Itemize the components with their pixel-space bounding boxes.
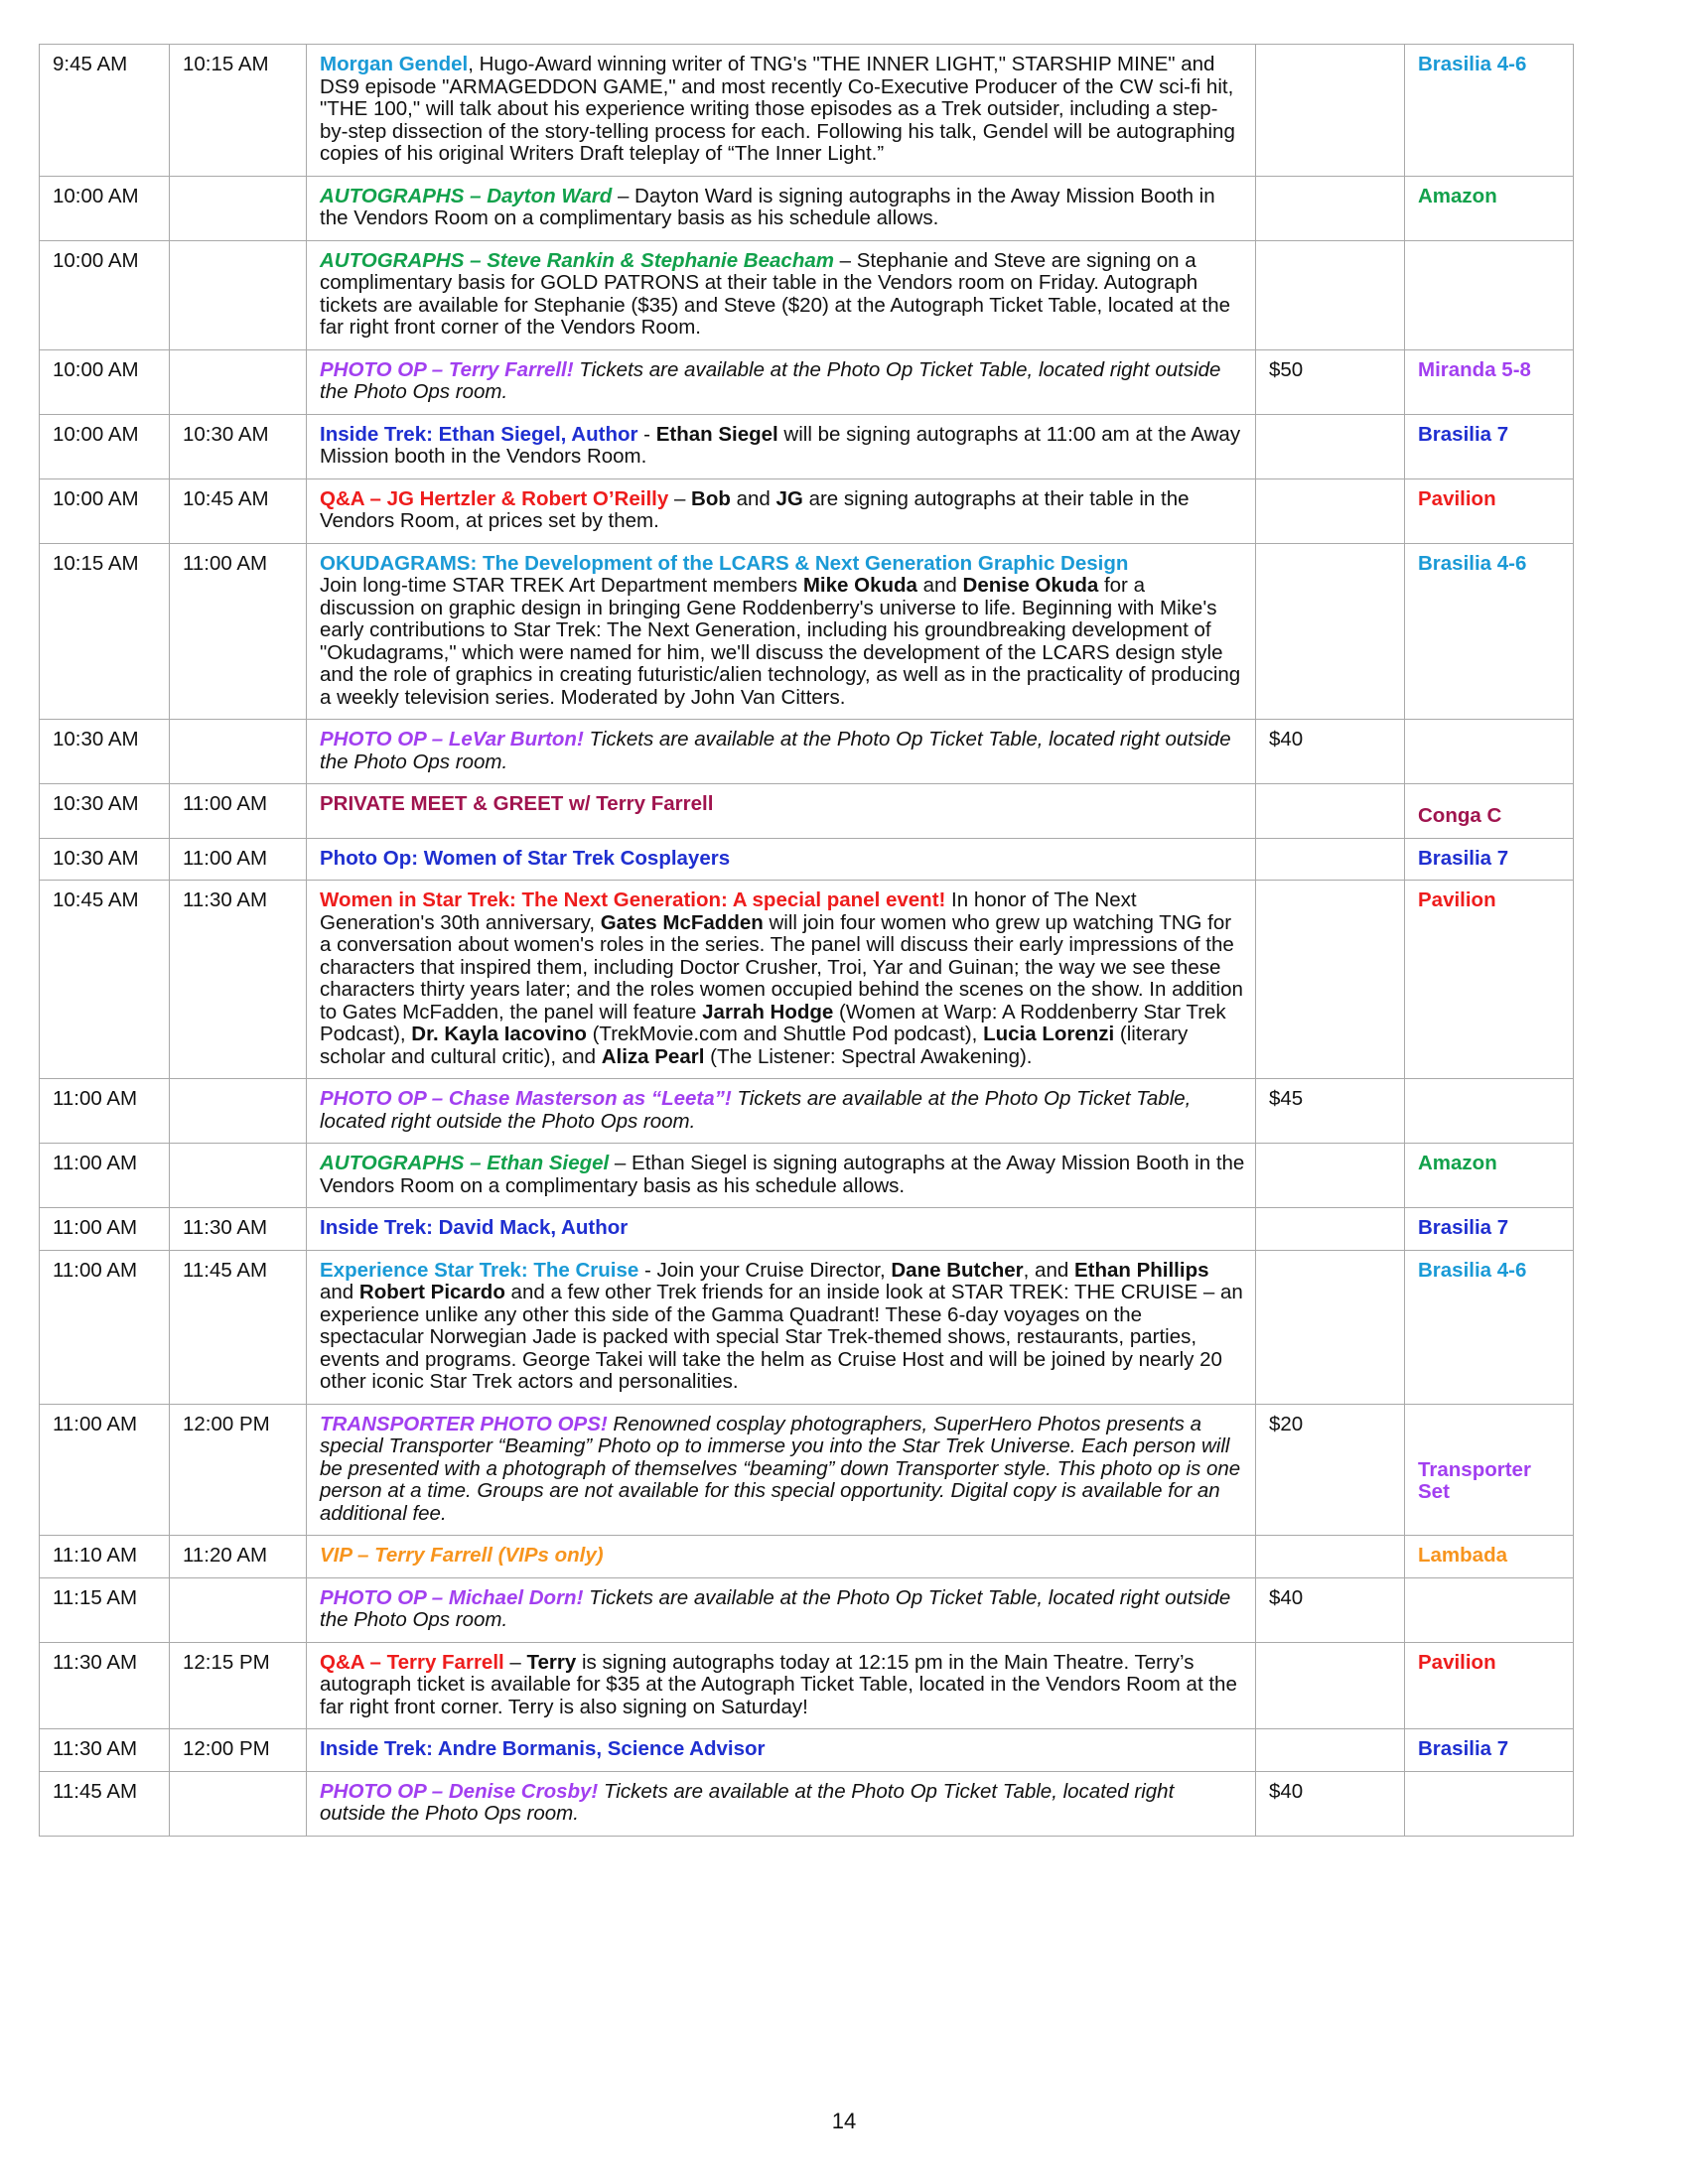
end-time: 11:00 AM — [170, 543, 307, 720]
room-name: Conga C — [1418, 804, 1502, 827]
room-name: Brasilia 7 — [1418, 422, 1509, 446]
end-time: 12:00 PM — [170, 1729, 307, 1772]
event-description — [307, 478, 1256, 543]
event-description — [307, 240, 1256, 349]
event-text: for a discussion on graphic design in bringing Gene Roddenberry's universe to life. Beginning with Mike's early contributions to Star Trek: The Next Generation, including his groundbreaking development of "Okudagrams," which were named for him, we'll discuss the development of the LCARS design style and the role of graphics in creating futuristic/alien technology, as well as in the practicality of producing a weekly television series. Moderated by John Van Citters. — [320, 574, 1241, 709]
start-time: 10:15 AM — [40, 543, 170, 720]
schedule-row — [40, 1079, 1574, 1144]
schedule-row — [40, 478, 1574, 543]
price: $20 — [1256, 1404, 1405, 1536]
start-time: 10:00 AM — [40, 478, 170, 543]
event-description — [307, 881, 1256, 1079]
event-description — [307, 1729, 1256, 1772]
event-text-bold: Dane Butcher — [891, 1258, 1024, 1282]
price — [1256, 1250, 1405, 1404]
room-cell — [1405, 1250, 1574, 1404]
price — [1256, 784, 1405, 839]
price — [1256, 1729, 1405, 1772]
event-text-bold: Jarrah Hodge — [702, 1000, 834, 1024]
schedule-row — [40, 838, 1574, 881]
event-title: VIP – Terry Farrell (VIPs only) — [320, 1544, 604, 1567]
event-text: , and — [1023, 1258, 1074, 1282]
event-text-bold: Denise Okuda — [962, 574, 1099, 597]
start-time: 10:45 AM — [40, 881, 170, 1079]
room-cell — [1405, 176, 1574, 240]
event-text: Tickets are available at the Photo Op Ticket Table, located right outside the Photo Ops room. — [320, 1087, 1192, 1133]
price — [1256, 1144, 1405, 1208]
event-title: TRANSPORTER PHOTO OPS! — [320, 1412, 608, 1435]
room-cell — [1405, 784, 1574, 839]
start-time: 11:45 AM — [40, 1771, 170, 1836]
end-time — [170, 176, 307, 240]
event-text: Tickets are available at the Photo Op Ticket Table, located right outside the Photo Ops room. — [320, 1779, 1175, 1825]
start-time: 11:15 AM — [40, 1577, 170, 1642]
event-text: will be signing autographs at 11:00 am at the Away Mission booth in the Vendors Room. — [320, 422, 1241, 468]
room-name: Brasilia 4-6 — [1418, 551, 1527, 575]
price: $40 — [1256, 1771, 1405, 1836]
event-text: – Dayton Ward is signing autographs in the Away Mission Booth in the Vendors Room on a complimentary basis as his schedule allows. — [320, 184, 1215, 229]
event-text-bold: Terry — [526, 1650, 577, 1674]
event-text: (The Listener: Spectral Awakening). — [704, 1044, 1033, 1068]
event-text: will join four women who grew up watching TNG for a conversation about women's roles in the series. The panel will discuss their early impressions of the characters that inspired them, including Doctor Crusher, Troi, Yar and Guinan; the way we see these characters thirty years later; and the roles women occupied behind the scenes on the show. In addition to Gates McFadden, the panel will feature — [320, 910, 1243, 1024]
room-name: Brasilia 7 — [1418, 846, 1509, 870]
schedule-row — [40, 1144, 1574, 1208]
price — [1256, 1208, 1405, 1251]
event-title: PHOTO OP – Chase Masterson as “Leeta”! — [320, 1087, 732, 1110]
start-time: 11:00 AM — [40, 1250, 170, 1404]
start-time: 10:00 AM — [40, 414, 170, 478]
room-name: Transporter Set — [1418, 1457, 1531, 1503]
event-text: (Women at Warp: A Roddenberry Star Trek Podcast), — [320, 1000, 1226, 1045]
end-time: 12:15 PM — [170, 1642, 307, 1729]
room-name: Pavilion — [1418, 486, 1496, 510]
room-name: Brasilia 4-6 — [1418, 1258, 1527, 1282]
room-cell — [1405, 45, 1574, 177]
end-time: 11:30 AM — [170, 881, 307, 1079]
room-name: Lambada — [1418, 1544, 1507, 1567]
event-text: and — [320, 1281, 359, 1303]
event-text-bold: Ethan Siegel — [655, 422, 778, 446]
start-time: 10:30 AM — [40, 720, 170, 784]
event-title: PHOTO OP – LeVar Burton! — [320, 728, 584, 751]
end-time: 11:00 AM — [170, 838, 307, 881]
event-description — [307, 1536, 1256, 1578]
room-cell — [1405, 1079, 1574, 1144]
event-title: Inside Trek: David Mack, Author — [320, 1216, 629, 1239]
room-cell — [1405, 240, 1574, 349]
price — [1256, 478, 1405, 543]
start-time: 11:00 AM — [40, 1404, 170, 1536]
event-text: Tickets are available at the Photo Op Ticket Table, located right outside the Photo Ops room. — [320, 728, 1231, 773]
schedule-row — [40, 414, 1574, 478]
end-time — [170, 349, 307, 414]
end-time: 12:00 PM — [170, 1404, 307, 1536]
end-time: 10:45 AM — [170, 478, 307, 543]
end-time: 11:30 AM — [170, 1208, 307, 1251]
room-name: Brasilia 4-6 — [1418, 53, 1527, 75]
start-time: 11:30 AM — [40, 1642, 170, 1729]
event-description — [307, 1642, 1256, 1729]
event-title: Q&A – JG Hertzler & Robert O’Reilly — [320, 486, 669, 510]
event-title: Women in Star Trek: The Next Generation: A special panel event! — [320, 888, 946, 911]
room-cell — [1405, 838, 1574, 881]
room-cell — [1405, 1771, 1574, 1836]
schedule-row — [40, 720, 1574, 784]
event-text: and — [730, 486, 776, 510]
event-text: – — [668, 486, 692, 510]
event-text-bold: Lucia Lorenzi — [983, 1023, 1115, 1045]
schedule-row — [40, 881, 1574, 1079]
event-text-bold: Dr. Kayla Iacovino — [411, 1023, 587, 1045]
end-time — [170, 1144, 307, 1208]
event-title: Experience Star Trek: The Cruise — [320, 1258, 639, 1282]
start-time: 11:10 AM — [40, 1536, 170, 1578]
event-description — [307, 1079, 1256, 1144]
price — [1256, 1536, 1405, 1578]
start-time: 11:00 AM — [40, 1079, 170, 1144]
event-title: PHOTO OP – Michael Dorn! — [320, 1585, 584, 1609]
end-time: 10:15 AM — [170, 45, 307, 177]
schedule-row — [40, 240, 1574, 349]
schedule-row — [40, 349, 1574, 414]
room-cell — [1405, 478, 1574, 543]
event-description — [307, 45, 1256, 177]
room-name: Miranda 5-8 — [1418, 357, 1531, 381]
event-description — [307, 176, 1256, 240]
start-time: 9:45 AM — [40, 45, 170, 177]
room-cell — [1405, 1642, 1574, 1729]
event-text: Renowned cosplay photographers, SuperHero Photos presents a special Transporter “Beaming” Photo op to immerse you into the Star Trek Universe. Each person will be presented with a photograph of themselves “beaming” down Transporter style. This photo op is one person at a time. Groups are not available for this special opportunity. Digital copy is available for an additional fee. — [320, 1412, 1241, 1525]
event-text: and — [916, 574, 963, 597]
event-title: Inside Trek: Ethan Siegel, Author — [320, 422, 638, 446]
schedule-row — [40, 1642, 1574, 1729]
schedule-row — [40, 1577, 1574, 1642]
room-name: Amazon — [1418, 1152, 1497, 1174]
page-number: 14 — [831, 2109, 857, 2133]
event-title: PRIVATE MEET & GREET w/ Terry Farrell — [320, 792, 714, 815]
event-text: (literary scholar and cultural critic), and — [320, 1023, 1189, 1068]
room-name: Pavilion — [1418, 1650, 1496, 1674]
schedule-row — [40, 1771, 1574, 1836]
start-time: 11:00 AM — [40, 1208, 170, 1251]
room-name: Brasilia 7 — [1418, 1737, 1509, 1760]
room-name: Amazon — [1418, 184, 1497, 207]
price — [1256, 1642, 1405, 1729]
price — [1256, 240, 1405, 349]
event-text: – — [503, 1650, 527, 1674]
price — [1256, 176, 1405, 240]
event-description — [307, 784, 1256, 839]
end-time: 10:30 AM — [170, 414, 307, 478]
schedule-row — [40, 1729, 1574, 1772]
price — [1256, 45, 1405, 177]
schedule-table — [39, 44, 1574, 1837]
event-text: and a few other Trek friends for an inside look at STAR TREK: THE CRUISE – an experience unlike any other this side of the Gamma Quadrant! These 6-day voyages on the spectacular Norwegian Jade is packed with special Star Trek-themed shows, restaurants, parties, events and programs. George Takei will take the helm as Cruise Host and will be joined by nearly 20 other iconic Star Trek actors and personalities. — [320, 1281, 1243, 1393]
start-time: 10:00 AM — [40, 176, 170, 240]
room-cell — [1405, 1144, 1574, 1208]
event-title: PHOTO OP – Terry Farrell! — [320, 357, 574, 381]
start-time: 10:30 AM — [40, 784, 170, 839]
room-cell — [1405, 1404, 1574, 1536]
room-cell — [1405, 720, 1574, 784]
event-description — [307, 1250, 1256, 1404]
event-description — [307, 414, 1256, 478]
event-text: Tickets are available at the Photo Op Ticket Table, located right outside the Photo Ops room. — [320, 357, 1221, 403]
start-time: 11:30 AM — [40, 1729, 170, 1772]
end-time: 11:45 AM — [170, 1250, 307, 1404]
event-text: (TrekMovie.com and Shuttle Pod podcast), — [586, 1023, 984, 1045]
event-title: Photo Op: Women of Star Trek Cosplayers — [320, 846, 731, 870]
event-text-bold: Gates McFadden — [600, 910, 764, 934]
room-cell — [1405, 349, 1574, 414]
event-description — [307, 720, 1256, 784]
event-text-bold: JG — [775, 486, 803, 510]
price: $40 — [1256, 720, 1405, 784]
schedule-row — [40, 1404, 1574, 1536]
event-description — [307, 1771, 1256, 1836]
start-time: 10:00 AM — [40, 240, 170, 349]
event-text: is signing autographs today at 12:15 pm in the Main Theatre. Terry’s autograph ticket is available for $35 at the Autograph Ticket Table, located in the Vendors Room at the far right front corner. Terry is also signing on Saturday! — [320, 1650, 1237, 1718]
event-title: AUTOGRAPHS – Dayton Ward — [320, 184, 613, 207]
event-text: - — [637, 422, 656, 446]
event-text: Tickets are available at the Photo Op Ticket Table, located right outside the Photo Ops room. — [320, 1585, 1231, 1631]
event-title: OKUDAGRAMS: The Development of the LCARS & Next Generation Graphic Design — [320, 551, 1129, 575]
start-time: 10:00 AM — [40, 349, 170, 414]
end-time — [170, 1577, 307, 1642]
schedule-row — [40, 45, 1574, 177]
event-description — [307, 543, 1256, 720]
end-time — [170, 720, 307, 784]
price: $50 — [1256, 349, 1405, 414]
price — [1256, 881, 1405, 1079]
event-text: – Stephanie and Steve are signing on a complimentary basis for GOLD PATRONS at their table in the Vendors room on Friday. Autograph tickets are available for Stephanie ($35) and Steve ($20) at the Autograph Ticket Table, located at the far right front corner of the Vendors Room. — [320, 248, 1231, 339]
event-title: AUTOGRAPHS – Steve Rankin & Stephanie Beacham — [320, 248, 834, 272]
event-description — [307, 1144, 1256, 1208]
event-description — [307, 1404, 1256, 1536]
room-cell — [1405, 1208, 1574, 1251]
room-cell — [1405, 1536, 1574, 1578]
event-title: Morgan Gendel — [320, 53, 469, 75]
event-text-bold: Ethan Phillips — [1073, 1258, 1209, 1282]
room-name: Brasilia 7 — [1418, 1216, 1509, 1239]
room-cell — [1405, 543, 1574, 720]
price — [1256, 414, 1405, 478]
end-time — [170, 1771, 307, 1836]
price: $45 — [1256, 1079, 1405, 1144]
event-text: In honor of The Next Generation's 30th anniversary, — [320, 888, 1137, 934]
schedule-row — [40, 1250, 1574, 1404]
event-text: Join long-time STAR TREK Art Department members — [320, 574, 803, 597]
event-text: – Ethan Siegel is signing autographs at the Away Mission Booth in the Vendors Room on a complimentary basis as his schedule allows. — [320, 1152, 1245, 1197]
room-cell — [1405, 414, 1574, 478]
schedule-row — [40, 543, 1574, 720]
event-title: AUTOGRAPHS – Ethan Siegel — [320, 1152, 610, 1174]
schedule-row — [40, 1536, 1574, 1578]
event-description — [307, 1577, 1256, 1642]
price — [1256, 543, 1405, 720]
event-title: Inside Trek: Andre Bormanis, Science Advisor — [320, 1737, 766, 1760]
room-cell — [1405, 1729, 1574, 1772]
room-name: Pavilion — [1418, 888, 1496, 911]
end-time — [170, 240, 307, 349]
event-description — [307, 1208, 1256, 1251]
event-description — [307, 838, 1256, 881]
price: $40 — [1256, 1577, 1405, 1642]
end-time: 11:00 AM — [170, 784, 307, 839]
event-text-bold: Bob — [691, 486, 731, 510]
event-title: PHOTO OP – Denise Crosby! — [320, 1779, 599, 1803]
start-time: 11:00 AM — [40, 1144, 170, 1208]
event-text: are signing autographs at their table in the Vendors Room, at prices set by them. — [320, 486, 1190, 532]
room-cell — [1405, 881, 1574, 1079]
end-time — [170, 1079, 307, 1144]
schedule-row — [40, 1208, 1574, 1251]
room-cell — [1405, 1577, 1574, 1642]
end-time: 11:20 AM — [170, 1536, 307, 1578]
event-text: , Hugo-Award winning writer of TNG's "THE INNER LIGHT," STARSHIP MINE" and DS9 episode "ARMAGEDDON GAME," and most recently Co-Executive Producer of the CW sci-fi hit, "THE 100," will talk about his experience writing those episodes as a Trek outsider, including a step-by-step dissection of the story-telling process for each. Following his talk, Gendel will be autographing copies of his original Writers Draft teleplay of “The Inner Light.” — [320, 53, 1235, 165]
event-text: - Join your Cruise Director, — [638, 1258, 892, 1282]
event-text-bold: Aliza Pearl — [601, 1044, 705, 1068]
event-title: Q&A – Terry Farrell — [320, 1650, 504, 1674]
price — [1256, 838, 1405, 881]
event-text-bold: Mike Okuda — [802, 574, 917, 597]
event-text-bold: Robert Picardo — [358, 1281, 505, 1303]
schedule-row — [40, 784, 1574, 839]
event-description — [307, 349, 1256, 414]
schedule-row — [40, 176, 1574, 240]
start-time: 10:30 AM — [40, 838, 170, 881]
